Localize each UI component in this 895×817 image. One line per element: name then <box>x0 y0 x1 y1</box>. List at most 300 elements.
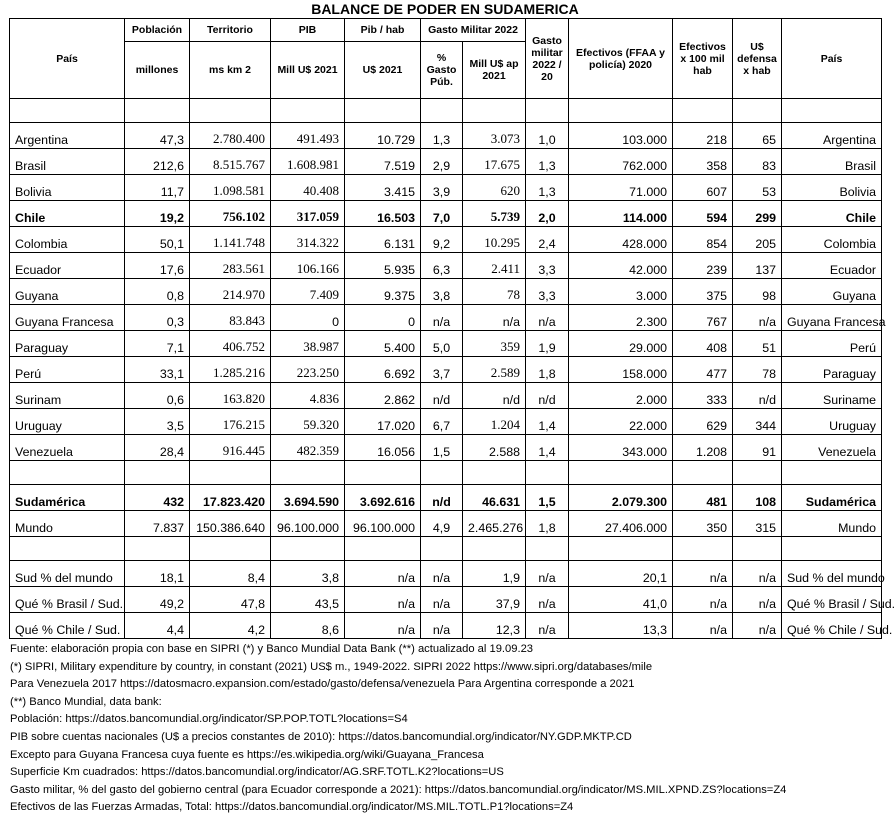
cell-efec: 41,0 <box>569 587 673 613</box>
cell-pais2: Colombia <box>782 227 882 253</box>
cell-pais2: Suriname <box>782 383 882 409</box>
cell-pais: Ecuador <box>10 253 125 279</box>
empty-cell <box>569 99 673 123</box>
cell-terr: 2.780.400 <box>190 123 271 149</box>
table-row <box>10 331 882 357</box>
cell-pais2: Venezuela <box>782 435 882 461</box>
cell-def: 91 <box>733 435 782 461</box>
cell-pibhab: 16.503 <box>345 201 421 227</box>
cell-pob: 17,6 <box>125 253 190 279</box>
empty-cell <box>10 461 125 485</box>
cell-mill: 12,3 <box>463 613 526 639</box>
table-row <box>10 123 882 149</box>
empty-cell <box>125 461 190 485</box>
cell-pibhab: n/a <box>345 613 421 639</box>
cell-e100: 594 <box>673 201 733 227</box>
note-line: Fuente: elaboración propia con base en SIPRI (*) y Banco Mundial Data Bank (**) actualizado al 19.09.23 <box>10 643 534 655</box>
cell-mill: 2.588 <box>463 435 526 461</box>
cell-pob: 33,1 <box>125 357 190 383</box>
cell-pibhab: 3.692.616 <box>345 485 421 511</box>
cell-gpib: 1,4 <box>526 435 569 461</box>
empty-cell <box>463 99 526 123</box>
cell-pob: 19,2 <box>125 201 190 227</box>
cell-terr: 176.215 <box>190 409 271 435</box>
cell-def: n/a <box>733 587 782 613</box>
cell-gpib: 1,8 <box>526 511 569 537</box>
cell-pib: 8,6 <box>271 613 345 639</box>
cell-pais2: Guyana Francesa <box>782 305 882 331</box>
cell-e100: n/a <box>673 561 733 587</box>
cell-pais: Guyana Francesa <box>10 305 125 331</box>
note-line: Efectivos de las Fuerzas Armadas, Total: https://datos.bancomundial.org/indicator/MS.MIL.TOTL.P1?locations=Z4 <box>10 801 574 814</box>
cell-pct: 3,7 <box>421 357 463 383</box>
header-poblacion-unit: millones <box>125 42 190 99</box>
cell-pais2: Perú <box>782 331 882 357</box>
empty-cell <box>526 461 569 485</box>
cell-pob: 0,3 <box>125 305 190 331</box>
cell-gpib: n/d <box>526 383 569 409</box>
empty-cell <box>569 461 673 485</box>
empty-cell <box>782 99 882 123</box>
cell-def: 78 <box>733 357 782 383</box>
cell-gpib: 3,3 <box>526 279 569 305</box>
cell-mill: 2.411 <box>463 253 526 279</box>
cell-pct: 1,3 <box>421 123 463 149</box>
cell-terr: 756.102 <box>190 201 271 227</box>
cell-pob: 4,4 <box>125 613 190 639</box>
cell-pais2: Sudamérica <box>782 485 882 511</box>
header-gasto-militar: Gasto Militar 2022 <box>421 19 526 42</box>
cell-e100: 239 <box>673 253 733 279</box>
cell-terr: 17.823.420 <box>190 485 271 511</box>
cell-pct: 7,0 <box>421 201 463 227</box>
table-row <box>10 149 882 175</box>
cell-pib: 491.493 <box>271 123 345 149</box>
cell-pct: 2,9 <box>421 149 463 175</box>
cell-terr: 214.970 <box>190 279 271 305</box>
empty-cell <box>345 537 421 561</box>
cell-pct: 3,8 <box>421 279 463 305</box>
empty-cell <box>733 537 782 561</box>
cell-pibhab: n/a <box>345 561 421 587</box>
cell-pib: 96.100.000 <box>271 511 345 537</box>
empty-cell <box>526 99 569 123</box>
cell-pct: n/a <box>421 305 463 331</box>
empty-cell <box>569 537 673 561</box>
cell-mill: 3.073 <box>463 123 526 149</box>
cell-pib: 482.359 <box>271 435 345 461</box>
cell-pais2: Chile <box>782 201 882 227</box>
cell-e100: 1.208 <box>673 435 733 461</box>
cell-pct: 4,9 <box>421 511 463 537</box>
cell-pais: Bolivia <box>10 175 125 201</box>
cell-pib: 4.836 <box>271 383 345 409</box>
table-row <box>10 511 882 537</box>
table-body <box>10 99 895 639</box>
cell-efec: 71.000 <box>569 175 673 201</box>
empty-cell <box>421 461 463 485</box>
cell-e100: 333 <box>673 383 733 409</box>
cell-pibhab: 5.935 <box>345 253 421 279</box>
empty-cell <box>190 461 271 485</box>
cell-pais2: Argentina <box>782 123 882 149</box>
cell-mill: 46.631 <box>463 485 526 511</box>
table-row <box>10 383 882 409</box>
cell-terr: 4,2 <box>190 613 271 639</box>
cell-gpib: 3,3 <box>526 253 569 279</box>
cell-pibhab: 3.415 <box>345 175 421 201</box>
cell-pob: 11,7 <box>125 175 190 201</box>
empty-cell <box>463 537 526 561</box>
cell-def: 51 <box>733 331 782 357</box>
cell-mill: 5.739 <box>463 201 526 227</box>
cell-gpib: 1,8 <box>526 357 569 383</box>
header-pib-hab: Pib / hab <box>345 19 421 42</box>
cell-terr: 406.752 <box>190 331 271 357</box>
cell-mill: 620 <box>463 175 526 201</box>
cell-pib: 317.059 <box>271 201 345 227</box>
cell-def: 98 <box>733 279 782 305</box>
cell-pob: 47,3 <box>125 123 190 149</box>
cell-efec: 22.000 <box>569 409 673 435</box>
table-row <box>10 435 882 461</box>
cell-pais2: Sud % del mundo <box>782 561 882 587</box>
header-pais: País <box>10 19 125 99</box>
cell-pib: 7.409 <box>271 279 345 305</box>
cell-pibhab: 17.020 <box>345 409 421 435</box>
cell-gpib: n/a <box>526 587 569 613</box>
cell-pais2: Guyana <box>782 279 882 305</box>
cell-pib: 223.250 <box>271 357 345 383</box>
balance-table <box>9 18 895 639</box>
empty-cell <box>10 99 125 123</box>
cell-pais: Brasil <box>10 149 125 175</box>
cell-e100: n/a <box>673 587 733 613</box>
source-notes <box>10 641 886 817</box>
cell-mill: 17.675 <box>463 149 526 175</box>
cell-pais: Qué % Brasil / Sud. <box>10 587 125 613</box>
note-line: Excepto para Guyana Francesa cuya fuente es https://es.wikipedia.org/wiki/Guayana_Francesa <box>10 748 484 761</box>
cell-mill: 78 <box>463 279 526 305</box>
cell-pais2: Qué % Brasil / Sud. <box>782 587 882 613</box>
cell-pais2: Brasil <box>782 149 882 175</box>
cell-pibhab: 2.862 <box>345 383 421 409</box>
cell-e100: 854 <box>673 227 733 253</box>
table-row <box>10 305 882 331</box>
cell-def: n/a <box>733 305 782 331</box>
cell-pob: 7.837 <box>125 511 190 537</box>
cell-terr: 47,8 <box>190 587 271 613</box>
cell-pct: 5,0 <box>421 331 463 357</box>
cell-mill: n/a <box>463 305 526 331</box>
cell-pib: 3.694.590 <box>271 485 345 511</box>
cell-pais2: Bolivia <box>782 175 882 201</box>
cell-efec: 343.000 <box>569 435 673 461</box>
cell-pais: Venezuela <box>10 435 125 461</box>
header-pib: PIB <box>271 19 345 42</box>
cell-pais2: Ecuador <box>782 253 882 279</box>
cell-pibhab: 9.375 <box>345 279 421 305</box>
cell-efec: 428.000 <box>569 227 673 253</box>
table-row <box>10 485 882 511</box>
cell-pib: 1.608.981 <box>271 149 345 175</box>
note-line: Población: https://datos.bancomundial.org/indicator/SP.POP.TOTL?locations=S4 <box>10 713 408 726</box>
cell-e100: 408 <box>673 331 733 357</box>
cell-pais: Uruguay <box>10 409 125 435</box>
cell-pct: n/a <box>421 561 463 587</box>
cell-pib: 314.322 <box>271 227 345 253</box>
cell-pibhab: 0 <box>345 305 421 331</box>
cell-def: 83 <box>733 149 782 175</box>
cell-terr: 1.141.748 <box>190 227 271 253</box>
cell-efec: 2.300 <box>569 305 673 331</box>
cell-gpib: 1,3 <box>526 149 569 175</box>
cell-pibhab: 6.131 <box>345 227 421 253</box>
empty-cell <box>782 461 882 485</box>
cell-def: n/a <box>733 613 782 639</box>
cell-gpib: 2,0 <box>526 201 569 227</box>
cell-pibhab: n/a <box>345 587 421 613</box>
note-line: (**) Banco Mundial, data bank: <box>10 695 162 708</box>
empty-cell <box>421 537 463 561</box>
empty-cell <box>271 461 345 485</box>
cell-pct: n/a <box>421 613 463 639</box>
empty-cell <box>421 99 463 123</box>
cell-pob: 0,6 <box>125 383 190 409</box>
cell-pct: n/d <box>421 485 463 511</box>
cell-terr: 150.386.640 <box>190 511 271 537</box>
cell-e100: n/a <box>673 613 733 639</box>
header-defensa-hab: U$ defensa x hab <box>733 19 782 99</box>
cell-mill: n/d <box>463 383 526 409</box>
note-line: Para Venezuela 2017 https://datosmacro.expansion.com/estado/gasto/defensa/venezuela Para Argentina corresponde a 2021 <box>10 678 635 691</box>
cell-pct: 3,9 <box>421 175 463 201</box>
header-pib-hab-unit: U$ 2021 <box>345 42 421 99</box>
cell-pct: n/d <box>421 383 463 409</box>
empty-cell <box>463 461 526 485</box>
cell-pib: 106.166 <box>271 253 345 279</box>
cell-gpib: n/a <box>526 613 569 639</box>
cell-mill: 1,9 <box>463 561 526 587</box>
cell-pibhab: 5.400 <box>345 331 421 357</box>
cell-terr: 8.515.767 <box>190 149 271 175</box>
table-row <box>10 253 882 279</box>
empty-cell <box>190 537 271 561</box>
table-row <box>10 175 882 201</box>
empty-cell <box>782 537 882 561</box>
table-row <box>10 409 882 435</box>
header-pais-2: País <box>782 19 882 99</box>
cell-efec: 27.406.000 <box>569 511 673 537</box>
cell-pais: Paraguay <box>10 331 125 357</box>
cell-efec: 114.000 <box>569 201 673 227</box>
cell-pib: 59.320 <box>271 409 345 435</box>
cell-gpib: 1,3 <box>526 175 569 201</box>
cell-pib: 0 <box>271 305 345 331</box>
cell-def: 53 <box>733 175 782 201</box>
cell-pais: Sudamérica <box>10 485 125 511</box>
empty-cell <box>345 99 421 123</box>
cell-terr: 1.285.216 <box>190 357 271 383</box>
cell-e100: 629 <box>673 409 733 435</box>
cell-pais: Sud % del mundo <box>10 561 125 587</box>
cell-pct: 6,3 <box>421 253 463 279</box>
cell-pob: 212,6 <box>125 149 190 175</box>
cell-gpib: 2,4 <box>526 227 569 253</box>
cell-efec: 2.079.300 <box>569 485 673 511</box>
header-efectivos-100: Efectivos x 100 mil hab <box>673 19 733 99</box>
empty-cell <box>673 461 733 485</box>
spacer-row <box>10 461 882 485</box>
cell-pais: Guyana <box>10 279 125 305</box>
header-poblacion: Población <box>125 19 190 42</box>
cell-e100: 358 <box>673 149 733 175</box>
table-row <box>10 279 882 305</box>
cell-pais2: Qué % Chile / Sud. <box>782 613 882 639</box>
cell-e100: 477 <box>673 357 733 383</box>
header-efectivos: Efectivos (FFAA y policía) 2020 <box>569 19 673 99</box>
cell-e100: 767 <box>673 305 733 331</box>
cell-pais: Mundo <box>10 511 125 537</box>
cell-pob: 3,5 <box>125 409 190 435</box>
table-row <box>10 613 882 639</box>
cell-mill: 2.465.276 <box>463 511 526 537</box>
cell-pais2: Uruguay <box>782 409 882 435</box>
cell-e100: 607 <box>673 175 733 201</box>
cell-pob: 49,2 <box>125 587 190 613</box>
cell-mill: 10.295 <box>463 227 526 253</box>
cell-gpib: n/a <box>526 561 569 587</box>
table-row <box>10 357 882 383</box>
empty-cell <box>526 537 569 561</box>
cell-gpib: n/a <box>526 305 569 331</box>
cell-e100: 350 <box>673 511 733 537</box>
cell-def: 65 <box>733 123 782 149</box>
cell-def: n/d <box>733 383 782 409</box>
cell-efec: 3.000 <box>569 279 673 305</box>
page-title: BALANCE DE PODER EN SUDAMERICA <box>311 1 579 17</box>
empty-cell <box>673 99 733 123</box>
header-gasto-mill: Mill U$ ap 2021 <box>463 42 526 99</box>
cell-mill: 1.204 <box>463 409 526 435</box>
cell-pob: 28,4 <box>125 435 190 461</box>
header-territorio-unit: ms km 2 <box>190 42 271 99</box>
empty-cell <box>345 461 421 485</box>
cell-efec: 762.000 <box>569 149 673 175</box>
table-row <box>10 587 882 613</box>
cell-pibhab: 7.519 <box>345 149 421 175</box>
cell-pct: n/a <box>421 587 463 613</box>
empty-cell <box>125 537 190 561</box>
note-line: Superficie Km cuadrados: https://datos.bancomundial.org/indicator/AG.SRF.TOTL.K2?locations=US <box>10 766 504 779</box>
empty-cell <box>10 537 125 561</box>
empty-cell <box>673 537 733 561</box>
cell-pibhab: 10.729 <box>345 123 421 149</box>
cell-pibhab: 96.100.000 <box>345 511 421 537</box>
cell-efec: 13,3 <box>569 613 673 639</box>
empty-cell <box>271 99 345 123</box>
cell-gpib: 1,5 <box>526 485 569 511</box>
cell-terr: 916.445 <box>190 435 271 461</box>
cell-def: 205 <box>733 227 782 253</box>
cell-terr: 163.820 <box>190 383 271 409</box>
header-territorio: Territorio <box>190 19 271 42</box>
cell-pct: 1,5 <box>421 435 463 461</box>
empty-cell <box>733 99 782 123</box>
cell-mill: 2.589 <box>463 357 526 383</box>
spacer-row <box>10 99 882 123</box>
cell-terr: 1.098.581 <box>190 175 271 201</box>
spacer-row <box>10 537 882 561</box>
cell-e100: 481 <box>673 485 733 511</box>
cell-pib: 40.408 <box>271 175 345 201</box>
cell-pib: 38.987 <box>271 331 345 357</box>
cell-gpib: 1,9 <box>526 331 569 357</box>
cell-pais2: Paraguay <box>782 357 882 383</box>
cell-pais2: Mundo <box>782 511 882 537</box>
table-row <box>10 561 882 587</box>
cell-terr: 8,4 <box>190 561 271 587</box>
cell-gpib: 1,4 <box>526 409 569 435</box>
empty-cell <box>125 99 190 123</box>
cell-pais: Perú <box>10 357 125 383</box>
cell-pais: Qué % Chile / Sud. <box>10 613 125 639</box>
cell-efec: 42.000 <box>569 253 673 279</box>
cell-efec: 103.000 <box>569 123 673 149</box>
table-row <box>10 201 882 227</box>
cell-pob: 18,1 <box>125 561 190 587</box>
cell-def: 108 <box>733 485 782 511</box>
cell-mill: 359 <box>463 331 526 357</box>
empty-cell <box>733 461 782 485</box>
cell-pob: 50,1 <box>125 227 190 253</box>
cell-pibhab: 6.692 <box>345 357 421 383</box>
cell-efec: 158.000 <box>569 357 673 383</box>
cell-def: 315 <box>733 511 782 537</box>
cell-pct: 9,2 <box>421 227 463 253</box>
cell-efec: 20,1 <box>569 561 673 587</box>
cell-pib: 43,5 <box>271 587 345 613</box>
table-row <box>10 227 882 253</box>
cell-mill: 37,9 <box>463 587 526 613</box>
cell-e100: 218 <box>673 123 733 149</box>
empty-cell <box>190 99 271 123</box>
cell-def: n/a <box>733 561 782 587</box>
note-line: Gasto militar, % del gasto del gobierno central (para Ecuador corresponde a 2021): https://datos.bancomundial.org/indicator/MS.MIL.XPND.ZS?locations=Z4 <box>10 783 787 796</box>
note-line: PIB sobre cuentas nacionales (U$ a precios constantes de 2010): https://datos.bancomundial.org/indicator/NY.GDP.MKTP.CD <box>10 730 632 743</box>
cell-pais: Colombia <box>10 227 125 253</box>
cell-pob: 432 <box>125 485 190 511</box>
cell-pob: 7,1 <box>125 331 190 357</box>
cell-pct: 6,7 <box>421 409 463 435</box>
cell-terr: 283.561 <box>190 253 271 279</box>
cell-pais: Surinam <box>10 383 125 409</box>
cell-efec: 2.000 <box>569 383 673 409</box>
cell-def: 344 <box>733 409 782 435</box>
cell-terr: 83.843 <box>190 305 271 331</box>
cell-pais: Argentina <box>10 123 125 149</box>
cell-pob: 0,8 <box>125 279 190 305</box>
cell-pib: 3,8 <box>271 561 345 587</box>
header-row-1 <box>10 19 882 42</box>
header-gasto-pib: Gasto militar 2022 / 20 <box>526 19 569 99</box>
header-gasto-pct: % Gasto Púb. <box>421 42 463 99</box>
cell-gpib: 1,0 <box>526 123 569 149</box>
cell-def: 137 <box>733 253 782 279</box>
cell-e100: 375 <box>673 279 733 305</box>
empty-cell <box>271 537 345 561</box>
cell-pibhab: 16.056 <box>345 435 421 461</box>
